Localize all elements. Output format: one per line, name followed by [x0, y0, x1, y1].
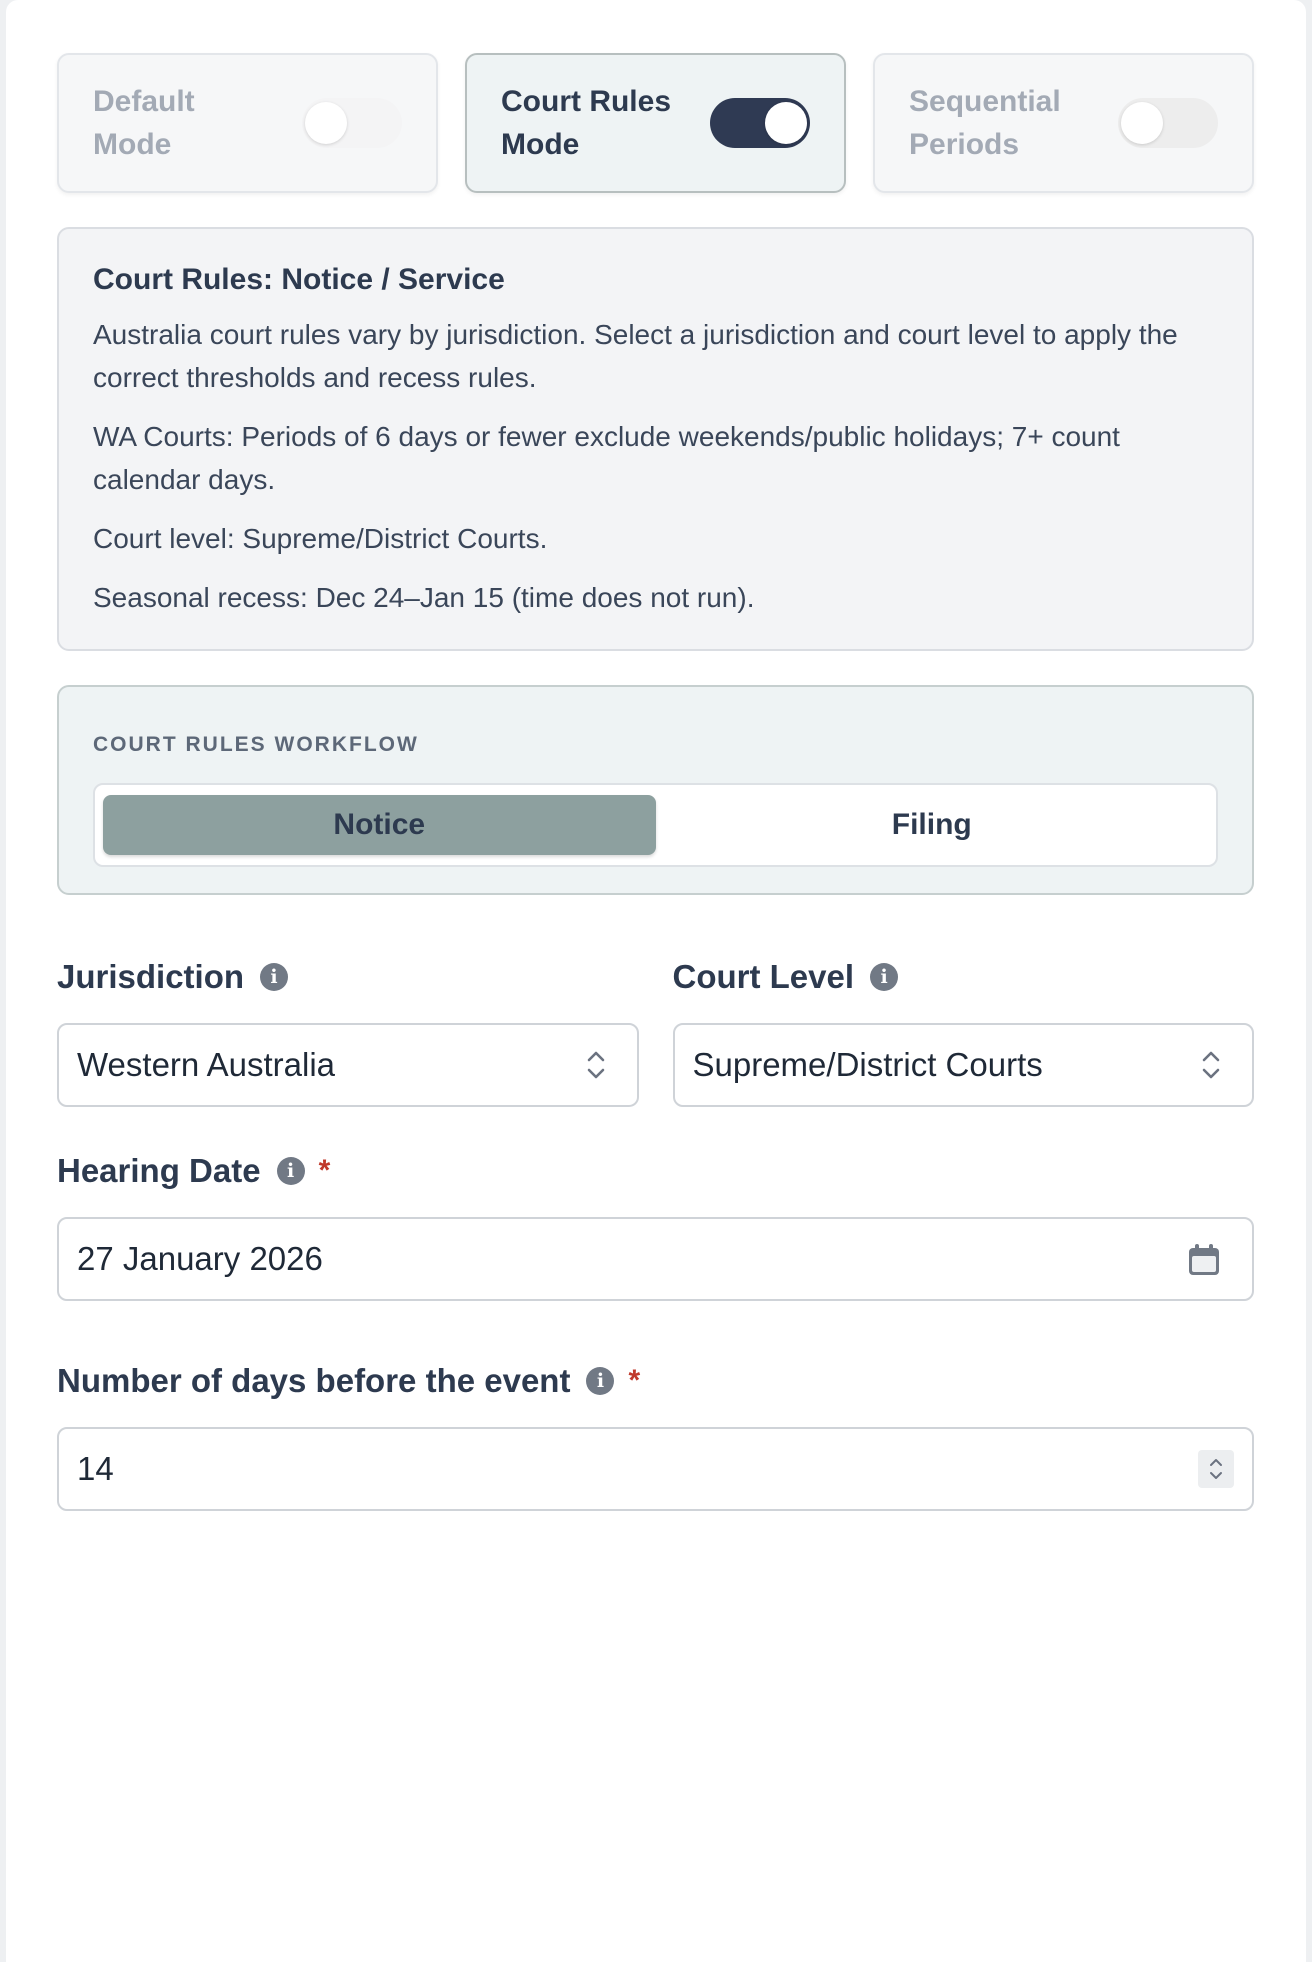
court-rules-workflow — [57, 685, 1254, 895]
court-level-select[interactable] — [673, 1023, 1255, 1107]
default-mode-card[interactable] — [57, 53, 438, 193]
court-rules-mode-toggle[interactable] — [710, 98, 810, 148]
sequential-periods-toggle[interactable] — [1118, 98, 1218, 148]
jurisdiction-select[interactable] — [57, 1023, 639, 1107]
default-mode-label: Default Mode — [93, 85, 195, 161]
days-before-label: Number of days before the event i * — [57, 1362, 641, 1399]
toggle-knob — [765, 102, 807, 144]
jurisdiction-field — [57, 955, 639, 1107]
hearing-date-label: Hearing Date i * — [57, 1152, 331, 1189]
hearing-date-field — [57, 1149, 1254, 1301]
jurisdiction-row — [57, 955, 1254, 1107]
court-rules-mode-card[interactable] — [465, 53, 846, 193]
page — [6, 0, 1306, 1962]
info-paragraph: Seasonal recess: Dec 24–Jan 15 (time does not run). — [93, 582, 755, 613]
info-title: Court Rules: Notice / Service — [93, 263, 505, 296]
sequential-periods-label: Sequential Periods — [909, 85, 1061, 161]
days-before-value: 14 — [77, 1450, 114, 1487]
tab-notice[interactable]: Notice — [103, 795, 656, 855]
stepper-icon[interactable] — [1198, 1450, 1234, 1488]
info-icon[interactable]: i — [277, 1157, 305, 1185]
tab-filing[interactable]: Filing — [891, 808, 972, 841]
chevron-up-down-icon — [585, 1047, 607, 1083]
info-icon[interactable]: i — [586, 1367, 614, 1395]
default-mode-toggle[interactable] — [302, 98, 402, 148]
hearing-date-input[interactable] — [57, 1217, 1254, 1301]
jurisdiction-value: Western Australia — [77, 1046, 336, 1083]
toggle-knob — [305, 102, 347, 144]
required-marker: * — [628, 1364, 641, 1397]
toggle-knob — [1121, 102, 1163, 144]
sequential-periods-card[interactable] — [873, 53, 1254, 193]
hearing-date-value: 27 January 2026 — [77, 1240, 323, 1277]
info-paragraph: Australia court rules vary by jurisdiction. Select a jurisdiction and court level to apply the correct thresholds and recess rules. — [93, 319, 1178, 393]
court-rules-mode-label: Court Rules Mode — [501, 85, 672, 161]
days-before-field — [57, 1359, 1254, 1511]
chevron-up-down-icon — [1207, 1454, 1225, 1484]
court-rules-info-box — [57, 227, 1254, 651]
calendar-icon[interactable] — [1186, 1241, 1222, 1277]
chevron-up-down-icon — [1200, 1047, 1222, 1083]
workflow-title: COURT RULES WORKFLOW — [93, 733, 419, 756]
jurisdiction-label: Jurisdiction i — [57, 955, 639, 999]
court-level-label: Court Level i — [673, 955, 1255, 999]
info-paragraph: WA Courts: Periods of 6 days or fewer exclude weekends/public holidays; 7+ count calendar days. — [93, 421, 1120, 495]
info-paragraph: Court level: Supreme/District Courts. — [93, 523, 548, 554]
info-icon[interactable]: i — [870, 963, 898, 991]
info-icon[interactable]: i — [260, 963, 288, 991]
workflow-segmented-control — [93, 783, 1218, 867]
days-before-input[interactable] — [57, 1427, 1254, 1511]
calculator-panel — [57, 53, 1254, 1511]
mode-selector — [57, 53, 1254, 193]
court-level-field — [673, 955, 1255, 1107]
court-level-value: Supreme/District Courts — [692, 1046, 1043, 1083]
required-marker: * — [318, 1154, 331, 1187]
